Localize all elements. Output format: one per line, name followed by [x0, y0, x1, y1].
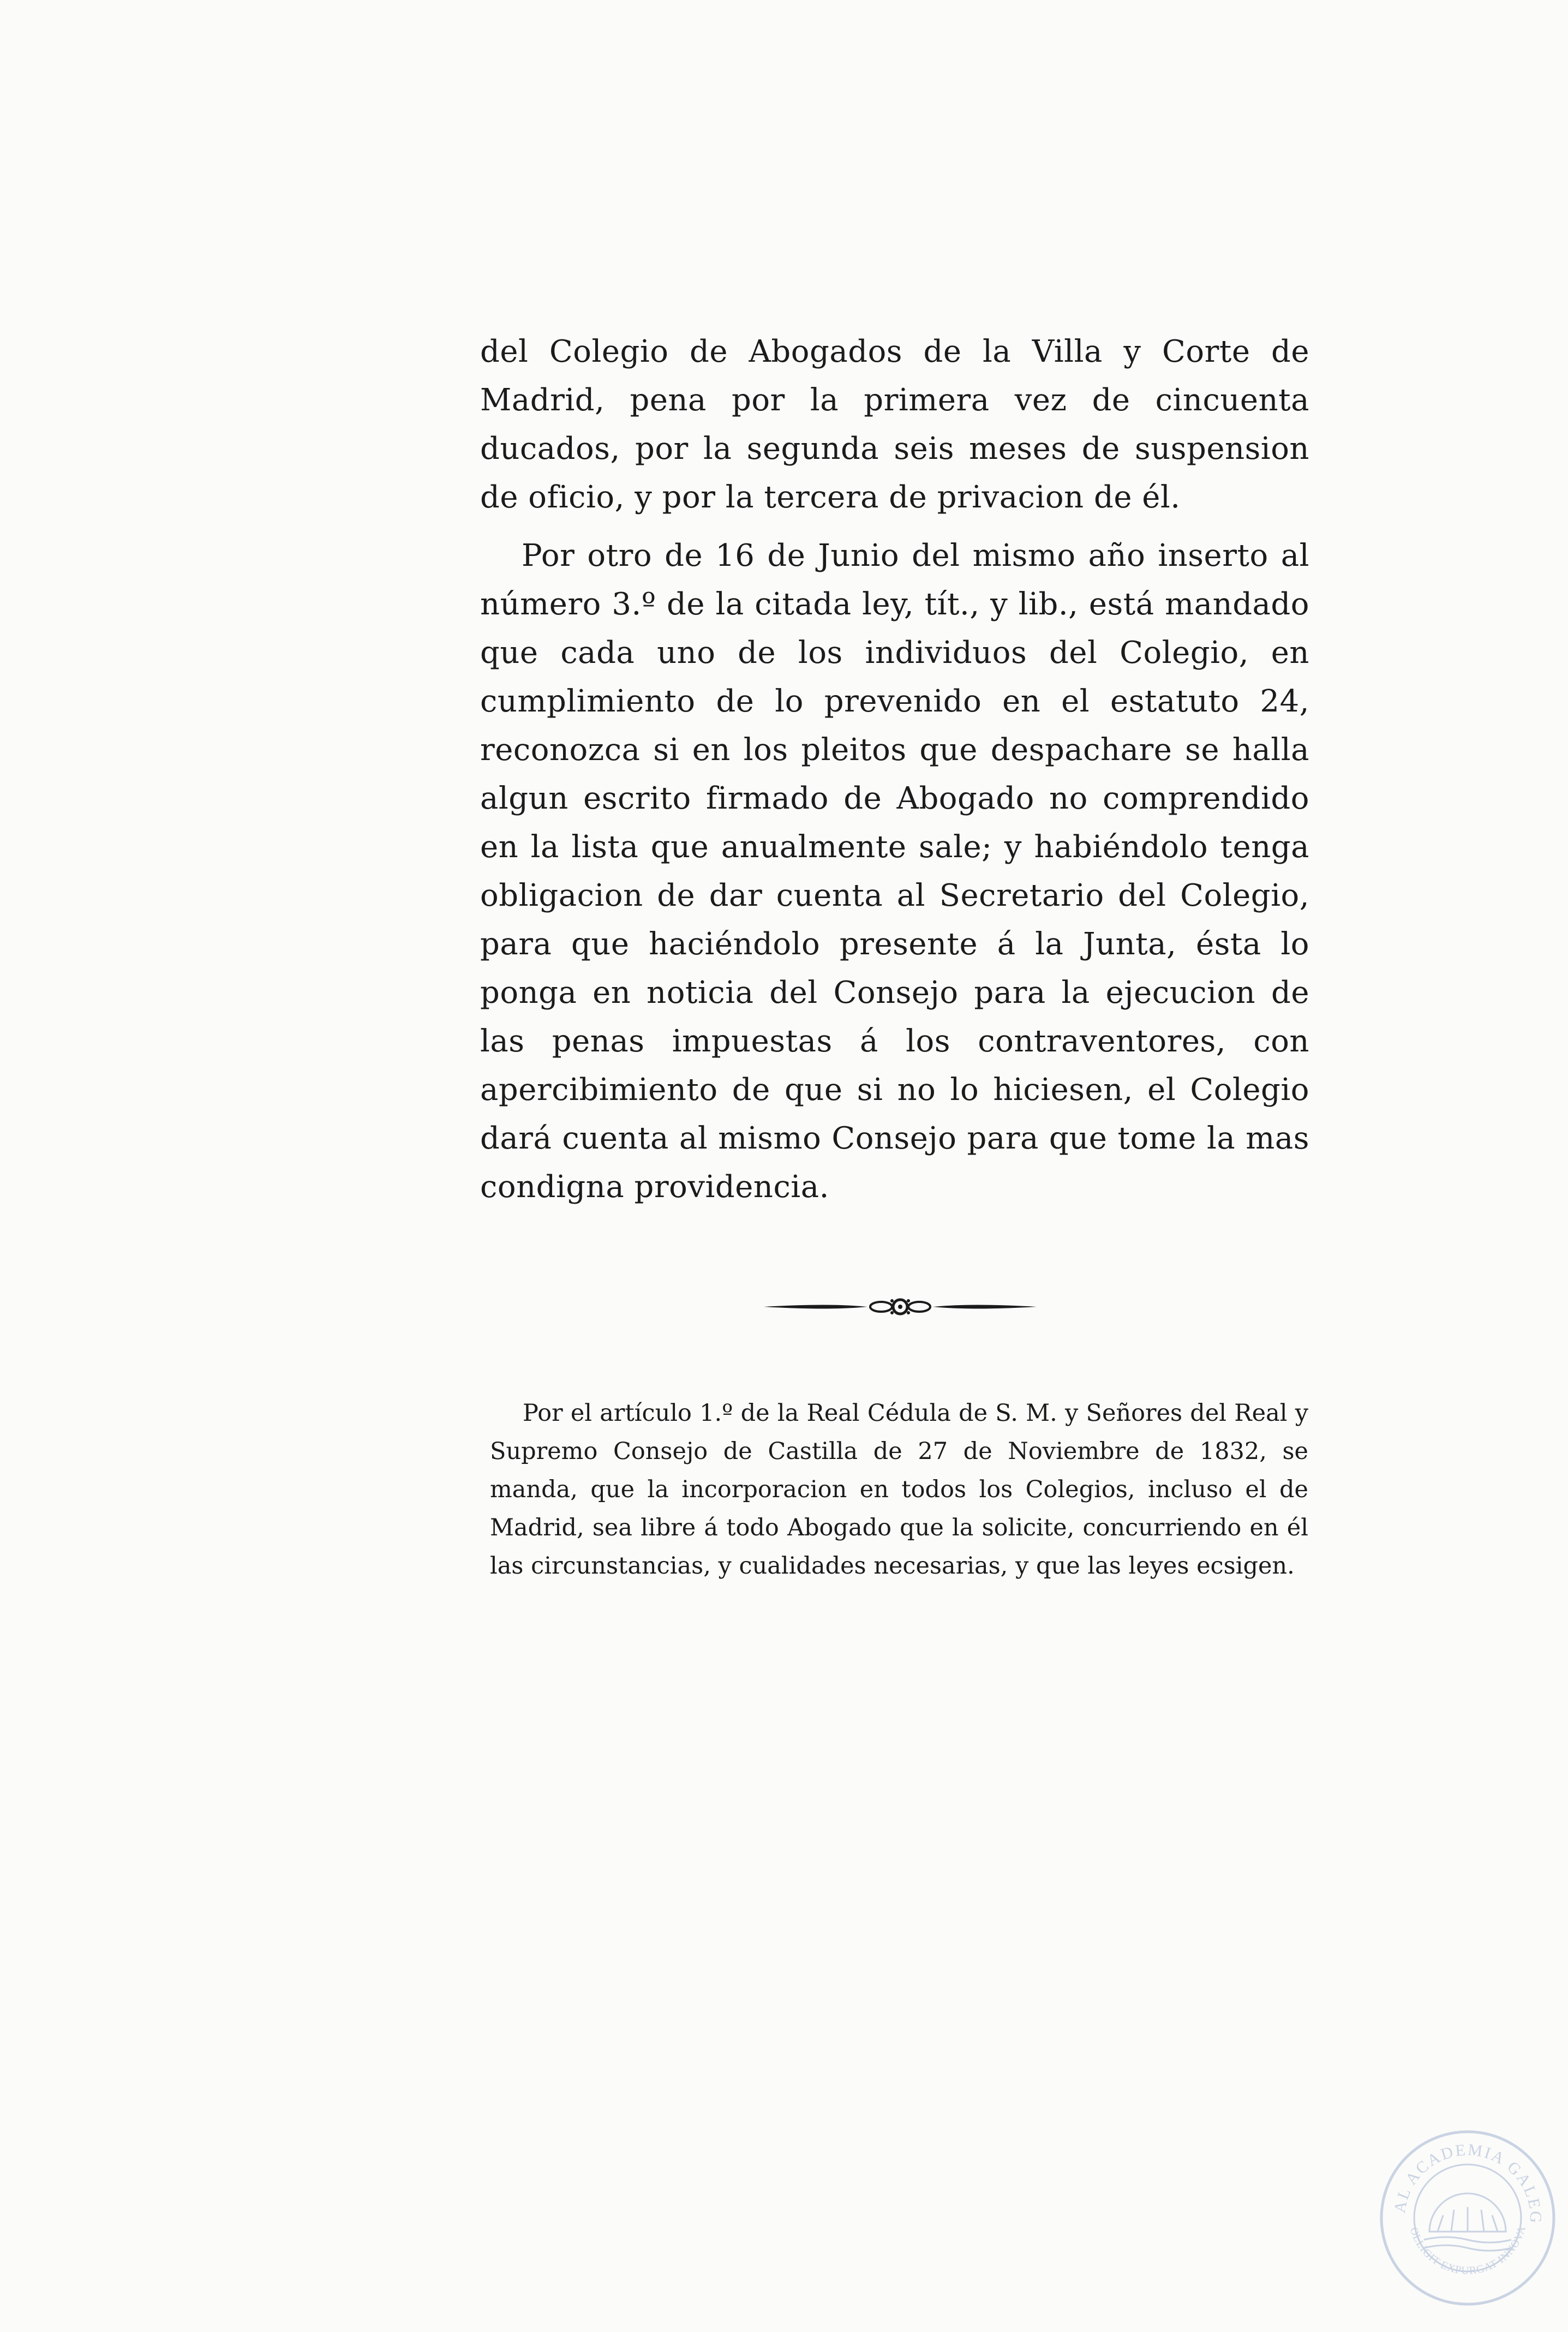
- footnote-block: [490, 1394, 1308, 1585]
- ornament-divider: [758, 1293, 1042, 1320]
- main-text-block: [480, 327, 1309, 1211]
- svg-text:REAL ACADEMIA GALEGA: AL ACADEMIA GALEG: [1391, 2140, 1545, 2225]
- library-seal-stamp: [1378, 2128, 1558, 2308]
- svg-text:COLLIGIT EXPURGAT INNOVAT: OLLIGIT EXPURGAT INNOVA: [1407, 2225, 1528, 2277]
- footnote-paragraph: Por el artículo 1.º de la Real Cédula de S. M. y Señores del Real y Supremo Consejo de Castilla de 27 de Noviembre de 1832, se manda, que la incorporacion en todos los Colegios, incluso el de Madrid, sea libre á todo Abogado que la solicite, concurriendo en él las circunstancias, y cualidades necesarias, y que las leyes ecsigen.: [490, 1400, 1308, 1580]
- paragraph-1: del Colegio de Abogados de la Villa y Corte de Madrid, pena por la primera vez de cincuenta ducados, por la segunda seis meses de suspension de oficio, y por la tercera de privacion de él.: [480, 334, 1309, 515]
- paragraph-2: Por otro de 16 de Junio del mismo año inserto al número 3.º de la citada ley, tít., y lib., está mandado que cada uno de los individuos del Colegio, en cumplimiento de lo prevenido en el estatuto 24, reconozca si en los pleitos que despachare se halla algun escrito firmado de Abogado no comprendido en la lista que anualmente sale; y habiéndolo tenga obligacion de dar cuenta al Secretario del Colegio, para que haciéndolo presente á la Junta, ésta lo ponga en noticia del Consejo para la ejecucion de las penas impuestas á los contraventores, con apercibimiento de que si no lo hiciesen, el Colegio dará cuenta al mismo Consejo para que tome la mas condigna providencia.: [480, 538, 1309, 1205]
